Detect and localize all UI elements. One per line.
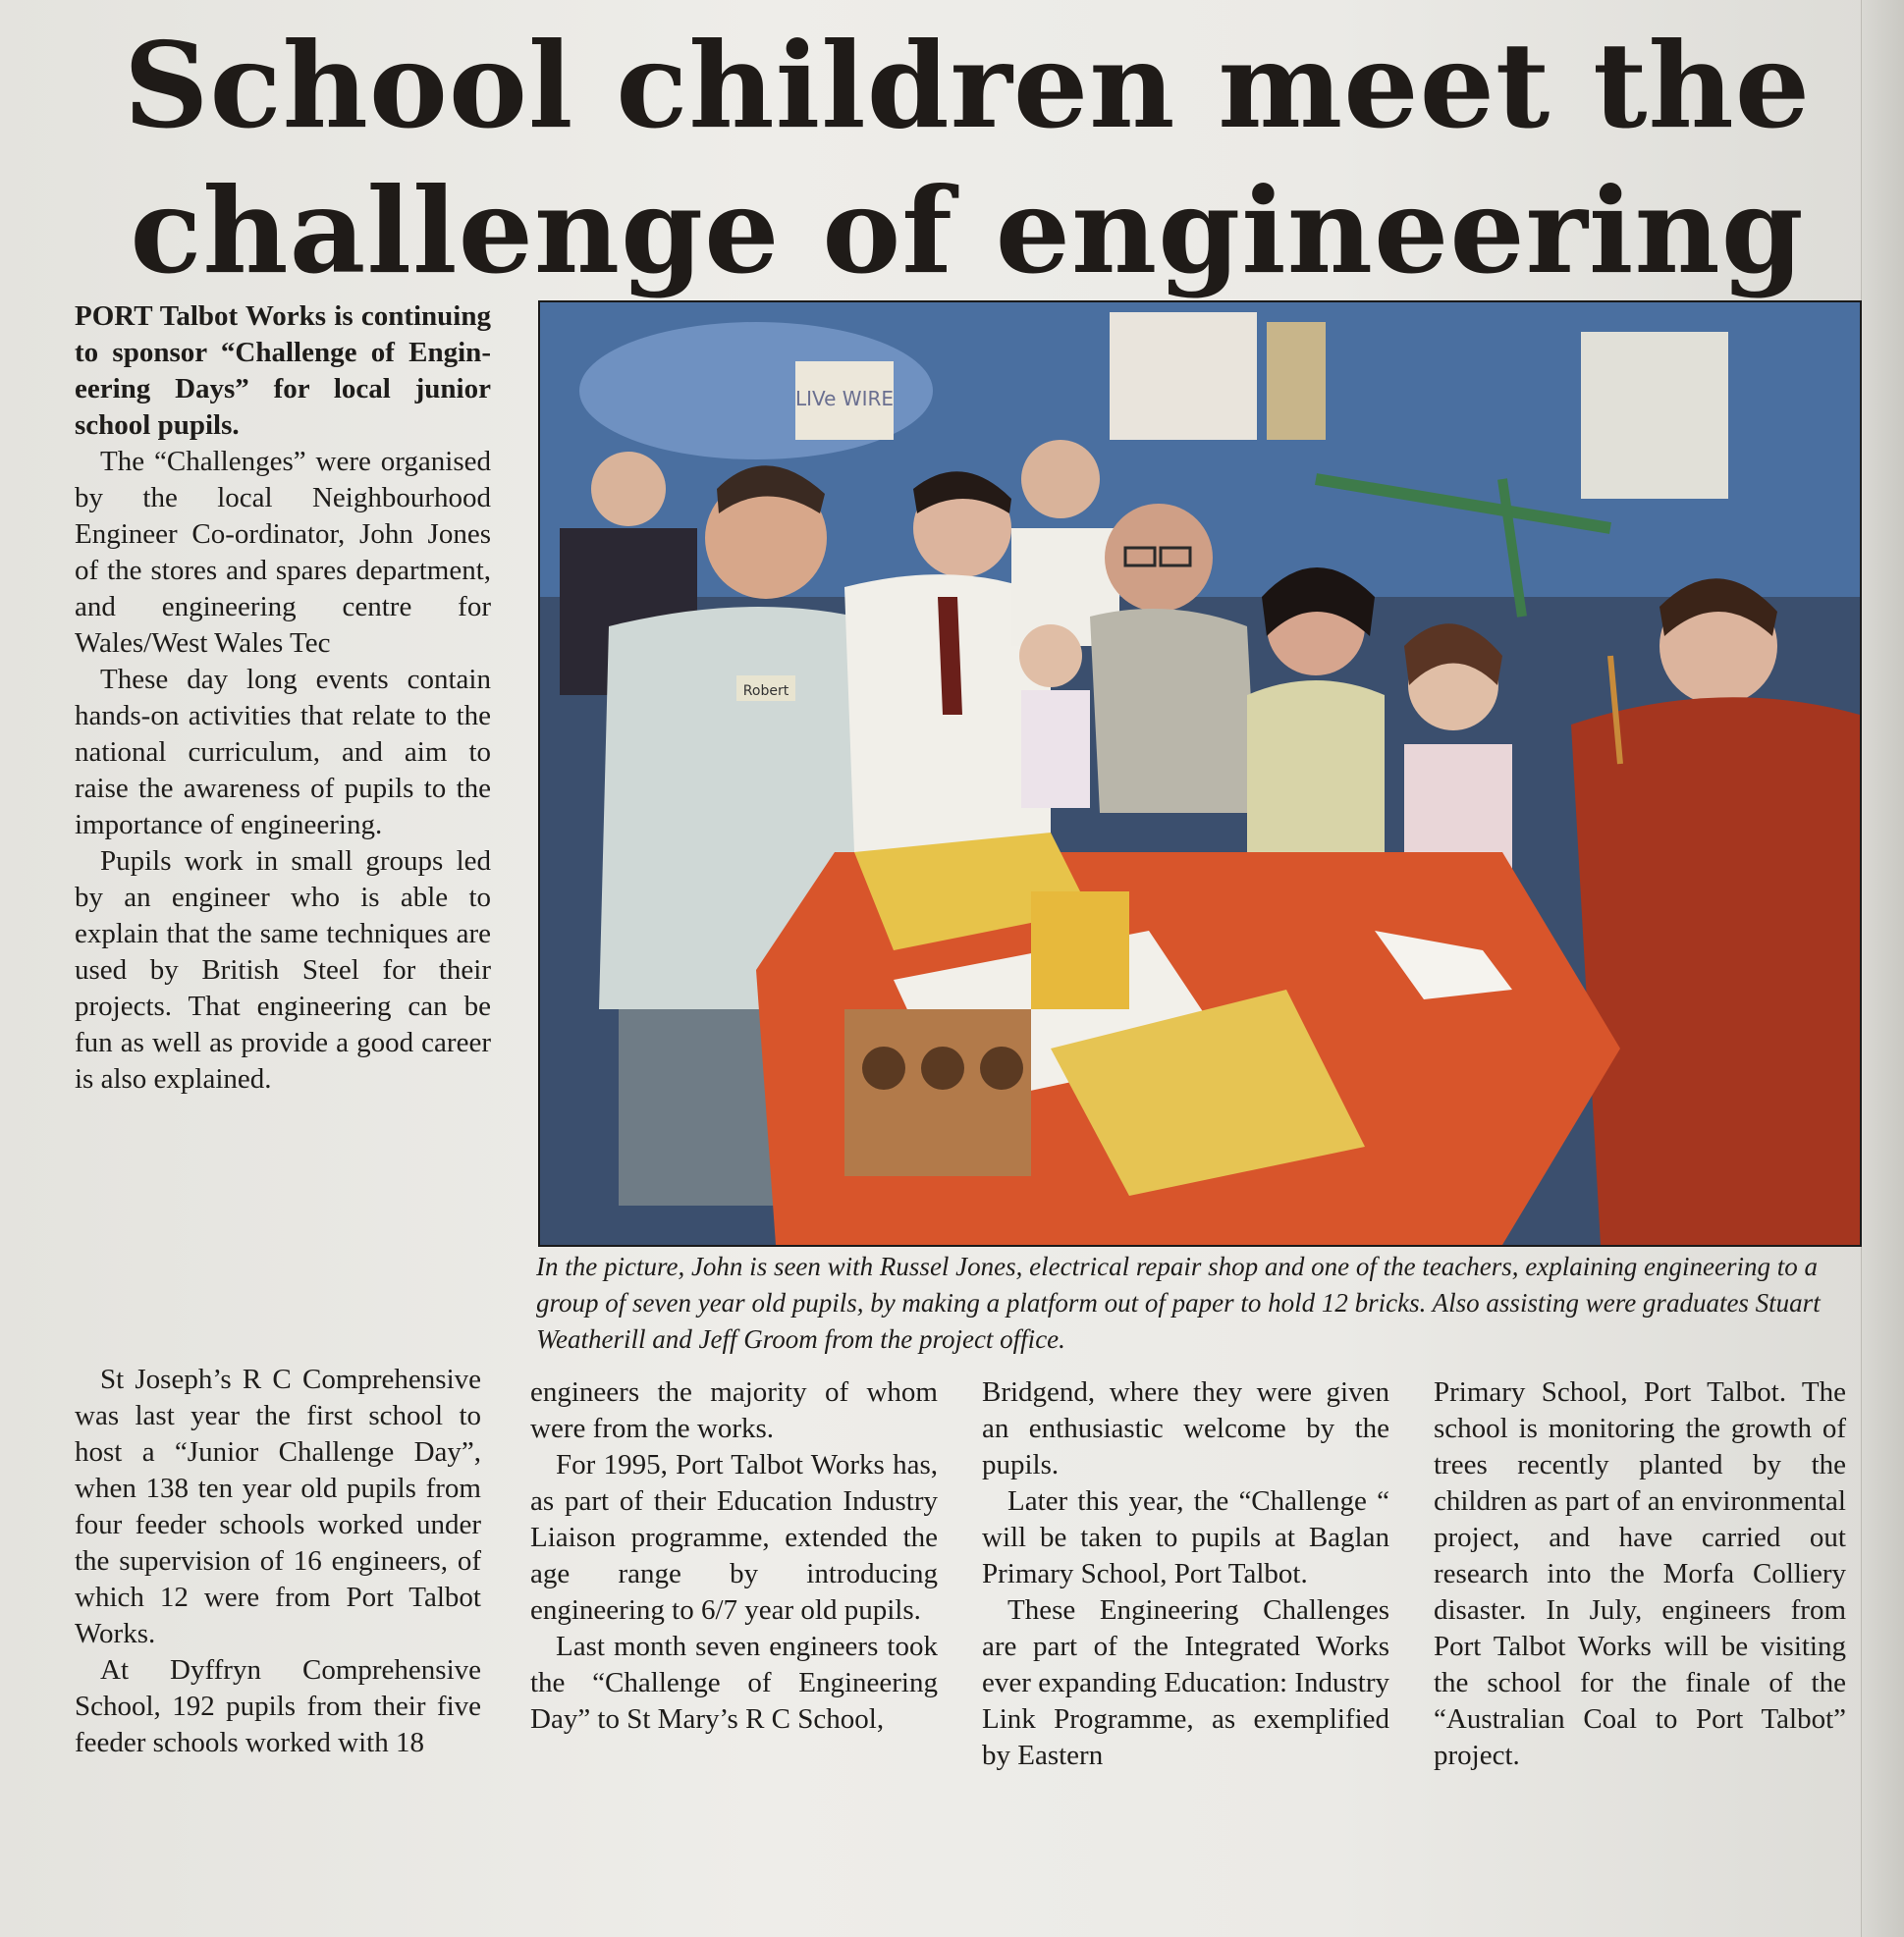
red-sweater — [1571, 697, 1860, 1245]
page-edge — [1861, 0, 1904, 1937]
paragraph: engineers the majority of whom were from the works. — [530, 1376, 938, 1444]
block-hole — [980, 1047, 1023, 1090]
pupil-head — [591, 452, 666, 526]
headline: School children meet the challenge of engineering — [123, 17, 1812, 300]
paragraph: Later this year, the “Challenge “ will be taken to pupils at Baglan Primary School, Port Talbot. — [982, 1485, 1389, 1589]
paragraph: Pupils work in small groups led by an engineer who is able to explain that the same techniques are used by British Steel for their projects. That engineering can be fun as well as provide a good career is also explained. — [75, 845, 491, 1095]
paragraph: St Joseph’s R C Comprehensive was last year the first school to host a “Junior Challenge Day”, when 138 ten year old pupils from four feeder schools worked under the supervision of 16 engineers, of which 12 were from Port Talbot Works. — [75, 1364, 481, 1649]
paper-bib-artwork — [1581, 332, 1728, 499]
photo-illustration — [540, 302, 1860, 1245]
paragraph: The “Challenges” were organised by the local Neighbourhood Engineer Co-ordinator, John Jones of the stores and spares department, and engineering centre for Wales/West Wales Tec — [75, 446, 491, 659]
paragraph: For 1995, Port Talbot Works has, as part of their Education Industry Liaison programme, extended the age range by introducing engineering to 6/7 year old pupils. — [530, 1449, 938, 1626]
teacher-blouse — [1247, 680, 1385, 852]
column-2 — [530, 1374, 938, 1738]
column-4 — [1434, 1374, 1846, 1774]
lead-paragraph: PORT Talbot Works is continuing to sponsor “Challenge of Engineering Days” for local junior school pupils. — [75, 300, 491, 441]
paragraph: Bridgend, where they were given an enthusiastic welcome by the pupils. — [982, 1376, 1389, 1480]
wall-picture — [1267, 322, 1326, 440]
paragraph: Primary School, Port Talbot. The school is monitoring the growth of trees recently planted by the children as part of an environmental project, and have carried out research into the Morfa Colliery disaster. In July, engineers from Port Talbot Works will be visiting the school for the finale of the “Australian Coal to Port Talbot” project. — [1434, 1376, 1846, 1771]
pupil-dress — [1021, 690, 1090, 808]
paragraph: These Engineering Challenges are part of the Integrated Works ever expanding Education: Industry Link Programme, as exemplified by Eastern — [982, 1594, 1389, 1771]
paragraph: These day long events contain hands-on activities that relate to the national curriculum, and aim to raise the awareness of pupils to the importance of engineering. — [75, 664, 491, 840]
block-hole — [921, 1047, 964, 1090]
name-badge-text: Robert — [742, 683, 789, 699]
engineer-head — [1105, 504, 1213, 612]
paragraph: At Dyffryn Comprehensive School, 192 pupils from their five feeder schools worked with 18 — [75, 1654, 481, 1758]
wooden-block — [844, 1009, 1031, 1176]
paragraph: Last month seven engineers took the “Challenge of Engineering Day” to St Mary’s R C School, — [530, 1631, 938, 1735]
wall-sign-text: LIVe WIRE — [794, 387, 895, 410]
pupil-head — [1019, 624, 1082, 687]
photograph — [538, 300, 1862, 1247]
column-1-lower — [75, 1362, 481, 1761]
block-hole — [862, 1047, 905, 1090]
column-1 — [75, 298, 491, 1098]
engineer-shirt — [1090, 609, 1257, 813]
paper-bib-artwork — [1110, 312, 1257, 440]
pupil-head — [1021, 440, 1100, 518]
column-3 — [982, 1374, 1389, 1774]
photo-caption: In the picture, John is seen with Russel Jones, electrical repair shop and one of the teachers, explaining engineering to a group of seven year old pupils, by making a platform out of paper to hold 12 bricks. Also assisting were graduates Stuart Weatherill and Jeff Groom from the project office. — [536, 1252, 1821, 1354]
pencil-pot — [1031, 891, 1129, 1009]
